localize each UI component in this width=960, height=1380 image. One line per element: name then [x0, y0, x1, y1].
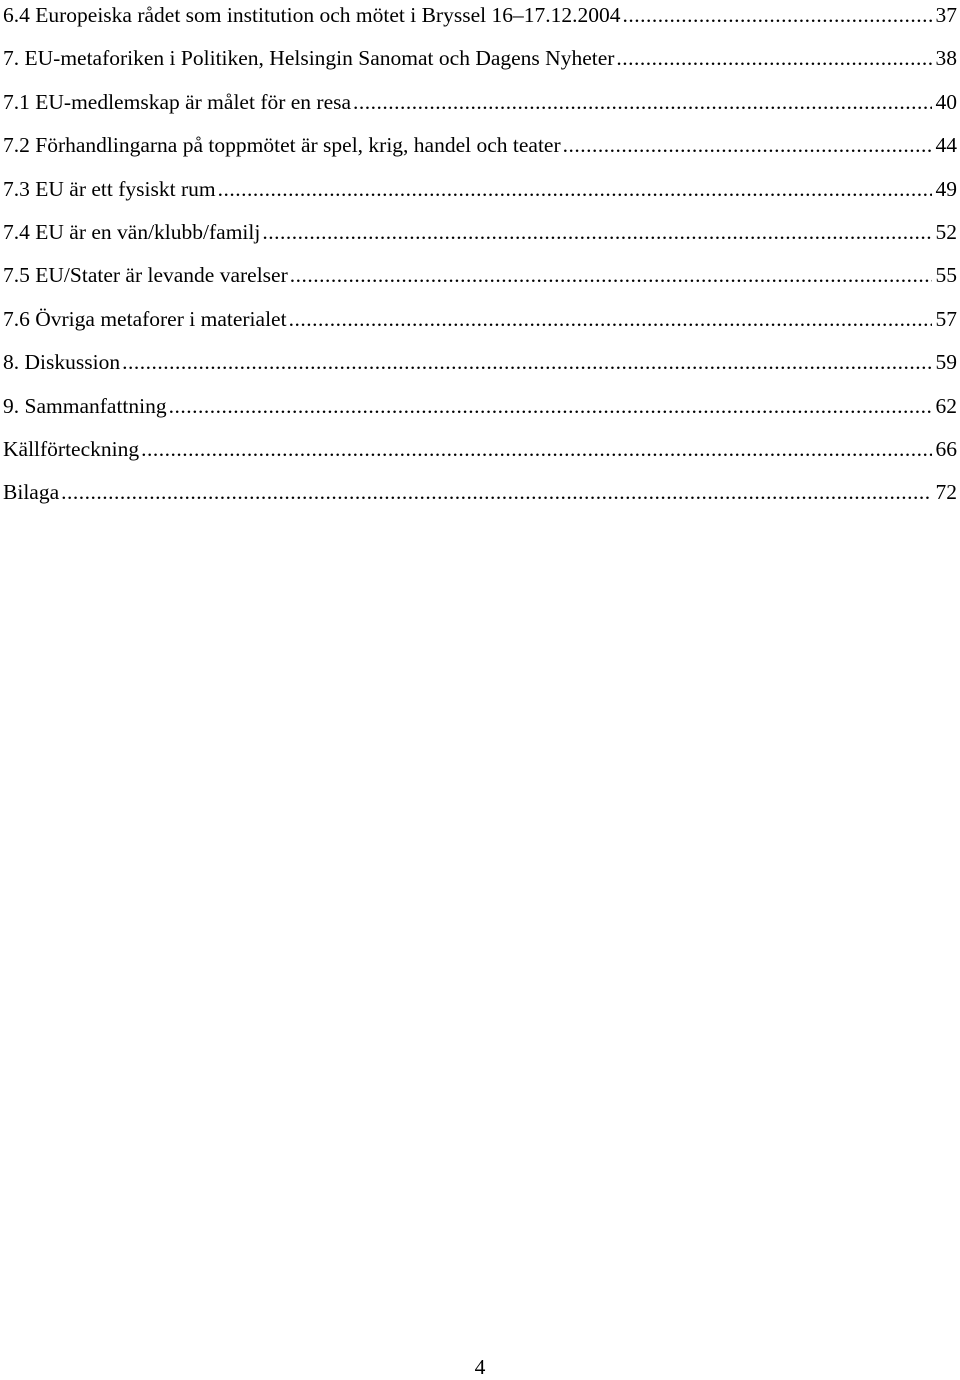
toc-leader-dots [122, 347, 931, 377]
toc-entry-title: 7.2 Förhandlingarna på toppmötet är spel, krig, handel och teater [3, 133, 561, 158]
toc-entry-page: 40 [935, 89, 957, 114]
toc-entry[interactable] [3, 391, 957, 434]
table-of-contents [3, 0, 957, 521]
toc-leader-dots [353, 87, 931, 117]
toc-leader-dots [169, 391, 932, 421]
toc-leader-dots [262, 217, 931, 247]
toc-leader-dots [616, 43, 931, 73]
page-number: 4 [474, 1355, 486, 1379]
toc-leader-dots [290, 260, 932, 290]
toc-entry[interactable] [3, 260, 957, 303]
toc-entry-page: 52 [935, 219, 957, 244]
toc-leader-dots [141, 434, 931, 464]
toc-entry[interactable] [3, 130, 957, 173]
toc-entry[interactable] [3, 0, 957, 43]
toc-entry-page: 49 [935, 176, 957, 201]
toc-entry[interactable] [3, 87, 957, 130]
toc-entry-title: 7.4 EU är en vän/klubb/familj [3, 219, 261, 244]
toc-entry-title: Bilaga [3, 480, 60, 505]
toc-leader-dots [61, 477, 931, 507]
toc-entry-page: 44 [935, 133, 957, 158]
toc-entry[interactable] [3, 347, 957, 390]
toc-entry[interactable] [3, 304, 957, 347]
toc-entry[interactable] [3, 477, 957, 520]
toc-entry-title: 7.3 EU är ett fysiskt rum [3, 176, 216, 201]
toc-entry-page: 57 [935, 306, 957, 331]
toc-entry-title: 8. Diskussion [3, 350, 121, 375]
toc-entry-page: 38 [935, 46, 957, 71]
toc-entry-page: 59 [935, 350, 957, 375]
toc-entry-title: 7.1 EU-medlemskap är målet för en resa [3, 89, 352, 114]
toc-leader-dots [289, 304, 932, 334]
toc-entry[interactable] [3, 43, 957, 86]
toc-entry[interactable] [3, 217, 957, 260]
toc-leader-dots [563, 130, 932, 160]
toc-entry-page: 72 [935, 480, 957, 505]
toc-entry-title: 7.6 Övriga metaforer i materialet [3, 306, 287, 331]
toc-leader-dots [218, 174, 932, 204]
toc-entry[interactable] [3, 434, 957, 477]
toc-entry-title: 6.4 Europeiska rådet som institution och mötet i Bryssel 16–17.12.2004 [3, 3, 621, 27]
toc-leader-dots [622, 0, 931, 30]
toc-entry-title: Källförteckning [3, 436, 140, 461]
toc-entry-page: 55 [935, 263, 957, 288]
toc-entry-page: 37 [935, 3, 957, 27]
toc-entry-title: 9. Sammanfattning [3, 393, 167, 418]
toc-entry-page: 62 [935, 393, 957, 418]
toc-entry-title: 7. EU-metaforiken i Politiken, Helsingin Sanomat och Dagens Nyheter [3, 46, 615, 71]
toc-entry[interactable] [3, 174, 957, 217]
toc-entry-page: 66 [935, 436, 957, 461]
toc-entry-title: 7.5 EU/Stater är levande varelser [3, 263, 288, 288]
